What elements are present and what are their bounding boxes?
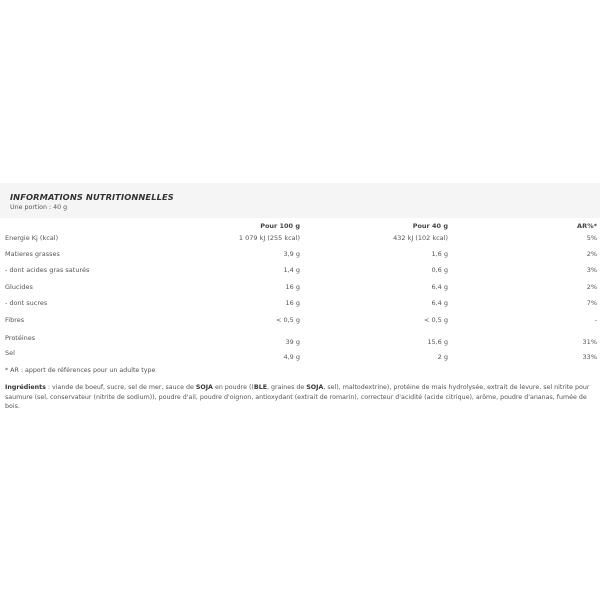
row-per-100g: < 0,5 g (275, 316, 300, 324)
row-label: - dont sucres (5, 299, 48, 307)
row-label: Protéines (5, 334, 36, 342)
row-per-40g: < 0,5 g (423, 316, 448, 324)
row-ar: 31% (582, 338, 597, 346)
row-ar: 7% (586, 299, 597, 307)
row-label: - dont acides gras saturés (5, 266, 90, 274)
row-per-100g: 16 g (285, 283, 300, 291)
row-ar: - (594, 316, 597, 324)
header-ar: AR%* (577, 222, 597, 230)
row-per-40g: 6,4 g (431, 283, 448, 291)
allergen-soja: SOJA (195, 384, 213, 391)
header-per-100g: Pour 100 g (260, 222, 300, 230)
row-per-40g: 2 g (437, 353, 448, 361)
row-per-100g: 3,9 g (283, 250, 300, 258)
panel-title: INFORMATIONS NUTRITIONNELLES (10, 192, 174, 202)
row-label: Fibres (5, 316, 25, 324)
ingredients-text (5, 383, 597, 412)
allergen-ble: BLE (253, 384, 268, 391)
row-label: Matieres grasses (5, 250, 60, 258)
row-per-40g: 0,6 g (431, 266, 448, 274)
row-per-40g: 1,6 g (431, 250, 448, 258)
allergen-soja: SOJA (306, 384, 324, 391)
row-per-40g: 6,4 g (431, 299, 448, 307)
row-per-100g: 16 g (285, 299, 300, 307)
row-ar: 5% (586, 234, 597, 242)
row-label: Sel (5, 349, 15, 357)
ingredients-part: en poudre (( (212, 384, 254, 391)
row-per-100g: 1,4 g (283, 266, 300, 274)
row-per-100g: 4,9 g (283, 353, 300, 361)
row-label: Glucides (5, 283, 33, 291)
ingredients-heading: Ingrédients (5, 384, 46, 391)
header-per-40g: Pour 40 g (412, 222, 448, 230)
row-per-100g: 39 g (285, 338, 300, 346)
row-ar: 2% (586, 250, 597, 258)
row-per-100g: 1 079 kJ (255 kcal) (238, 234, 300, 242)
ingredients-part: , graines de (267, 384, 307, 391)
ar-footnote: * AR : apport de références pour un adulte type (5, 367, 156, 374)
ingredients-part: : viande de boeuf, sucre, sel de mer, sauce de (47, 384, 196, 391)
row-per-40g: 15,6 g (427, 338, 448, 346)
row-per-40g: 432 kJ (102 kcal) (393, 234, 448, 242)
row-ar: 3% (586, 266, 597, 274)
ingredients-part: , sel), maltodextrine), protéine de mais hydrolysée, extrait de levure, sel nitrite pour saumure (sel, conservateur (nitrite de sodium)), poudre d'ail, poudre d'oignon, antioxydant (extrait de romarin), correcteur d'acidité (acide citrique), arôme, poudre d'ananas, fumée de bois. (5, 384, 590, 410)
portion-subtitle: Une portion : 40 g (10, 204, 68, 211)
row-label: Energie Kj (kcal) (5, 234, 59, 242)
row-ar: 2% (586, 283, 597, 291)
row-ar: 33% (582, 353, 597, 361)
